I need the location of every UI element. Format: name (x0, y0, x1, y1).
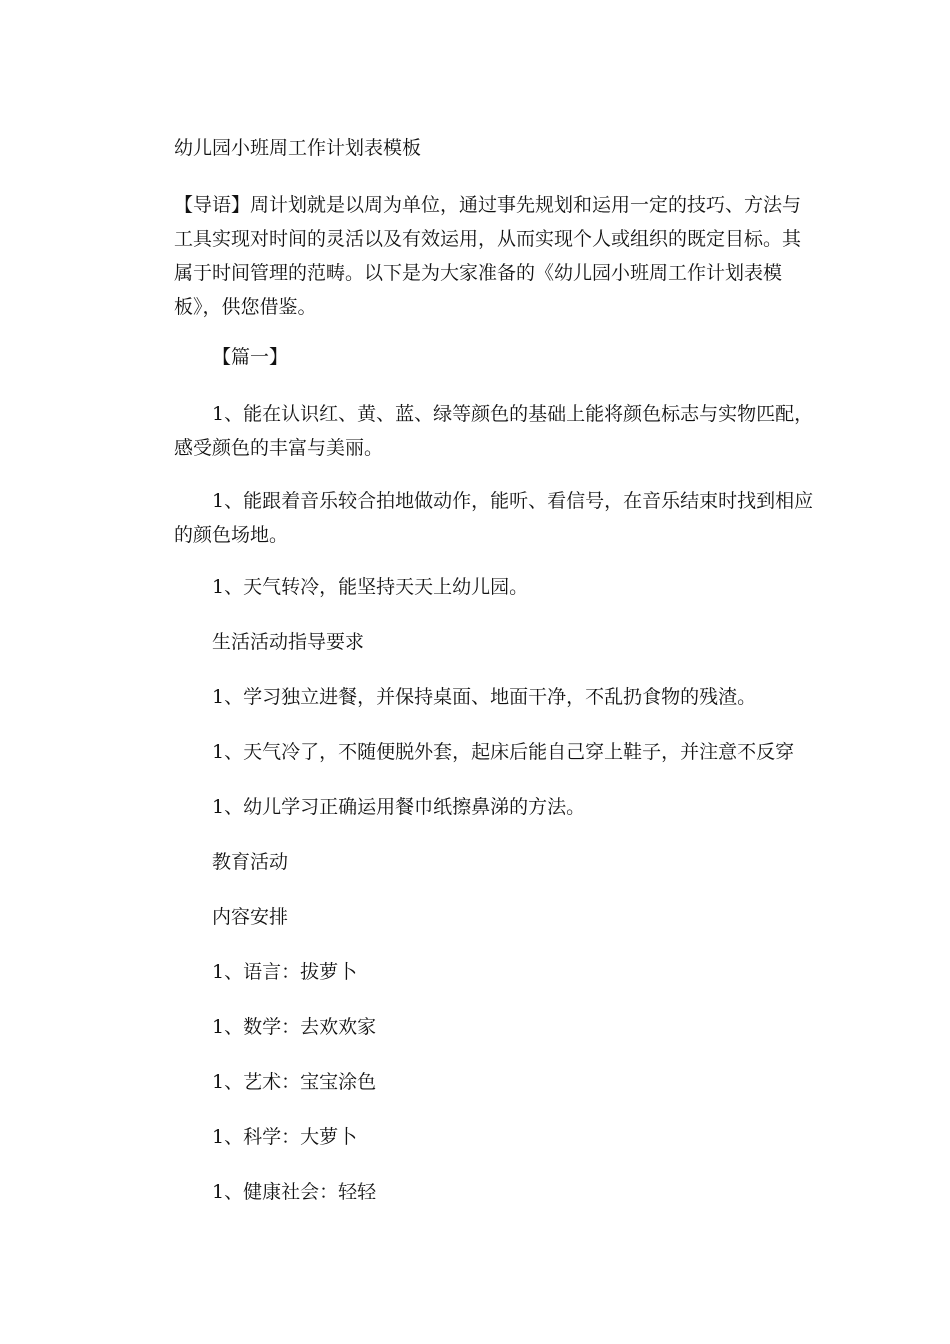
list-item: 1、数学：去欢欢家 (212, 1016, 377, 1038)
list-item: 1、健康社会：轻轻 (212, 1181, 377, 1203)
goal-paragraph: 1、能跟着音乐较合拍地做动作，能听、看信号，在音乐结束时找到相应的颜色场地。 (174, 490, 814, 546)
list-item: 1、科学：大萝卜 (212, 1126, 358, 1148)
document-title: 幼儿园小班周工作计划表模板 (174, 137, 422, 159)
subheading: 生活活动指导要求 (212, 631, 365, 653)
section-heading: 【篇一】 (212, 346, 289, 368)
goal-paragraph: 1、能在认识红、黄、蓝、绿等颜色的基础上能将颜色标志与实物匹配，感受颜色的丰富与美丽。 (174, 403, 814, 459)
list-item: 1、艺术：宝宝涂色 (212, 1071, 377, 1093)
subheading: 教育活动 (212, 851, 289, 873)
list-item: 1、幼儿学习正确运用餐巾纸擦鼻涕的方法。 (212, 796, 586, 818)
intro-paragraph: 【导语】周计划就是以周为单位，通过事先规划和运用一定的技巧、方法与工具实现对时间的灵活以及有效运用，从而实现个人或组织的既定目标。其属于时间管理的范畴。以下是为大家准备的《幼儿园小班周工作计划表模板》，供您借鉴。 (174, 194, 802, 318)
list-item: 1、天气转冷，能坚持天天上幼儿园。 (212, 576, 529, 598)
list-item: 1、天气冷了，不随便脱外套，起床后能自己穿上鞋子，并注意不反穿 (212, 741, 795, 763)
list-item: 1、学习独立进餐，并保持桌面、地面干净，不乱扔食物的残渣。 (212, 686, 757, 708)
list-item: 1、语言：拔萝卜 (212, 961, 358, 983)
subheading: 内容安排 (212, 906, 289, 928)
